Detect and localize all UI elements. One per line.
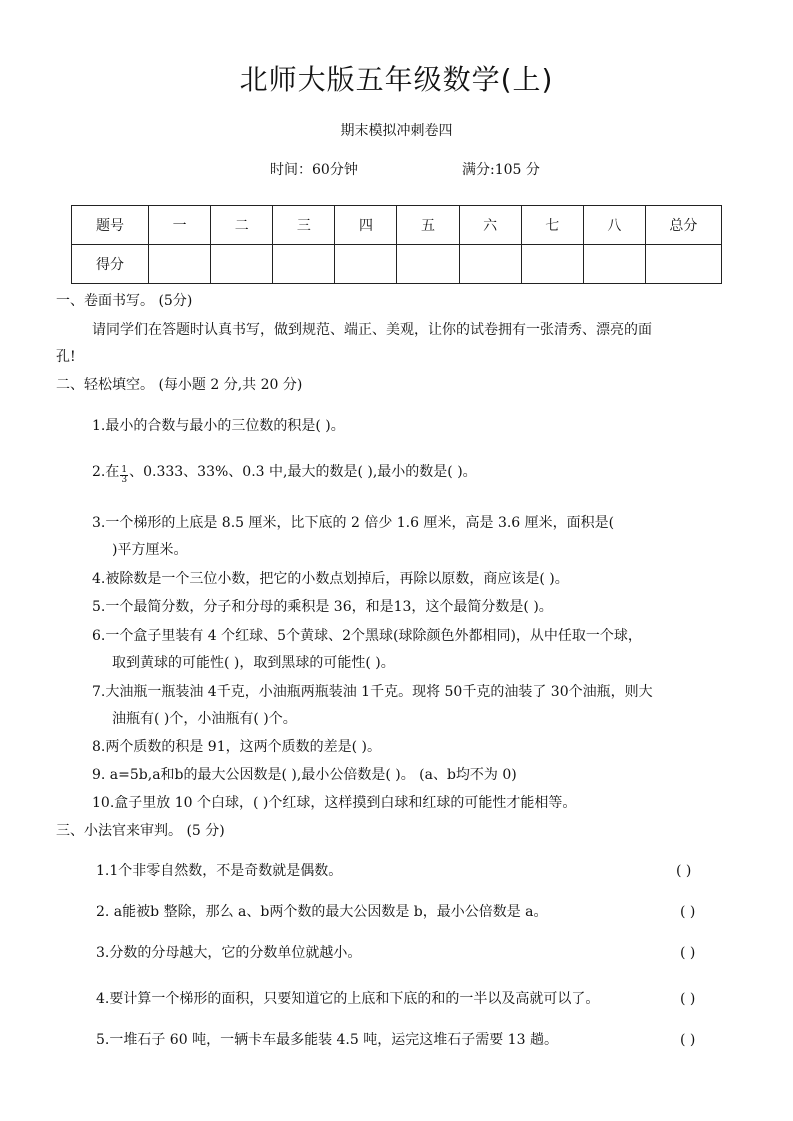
score-table	[71, 205, 722, 284]
section3-heading: 三、小法官来审判。 (5 分)	[56, 823, 225, 839]
question-2-3-line1: 3.一个梯形的上底是 8.5 厘米，比下底的 2 倍少 1.6 厘米，高是 3.6 厘米，面积是(	[92, 515, 615, 531]
question-2-2-suffix: 、0.333、33%、0.3 中,最大的数是( ),最小的数是( )。	[129, 464, 477, 480]
question-2-4: 4.被除数是一个三位小数，把它的小数点划掉后，再除以原数，商应该是( )。	[92, 571, 569, 587]
score-cell-header: 八	[583, 206, 645, 245]
fraction-numerator: 1	[121, 465, 128, 475]
score-input-cell[interactable]	[149, 245, 211, 284]
question-2-2-prefix: 2.在	[92, 464, 120, 480]
section1-body-line1: 请同学们在答题时认真书写，做到规范、端正、美观，让你的试卷拥有一张清秀、漂亮的面	[92, 322, 652, 338]
question-2-6-line1: 6.一个盒子里装有 4 个红球、5个黄球、2个黑球(球除颜色外都相同)，从中任取一个球，	[92, 628, 642, 644]
score-cell-header: 四	[335, 206, 397, 245]
judge-answer-paren[interactable]: ( )	[680, 945, 696, 961]
score-cell-header: 题号	[72, 206, 149, 245]
judge-answer-paren[interactable]: ( )	[680, 991, 696, 1007]
score-input-cell[interactable]	[211, 245, 273, 284]
judge-item-5: 5.一堆石子 60 吨，一辆卡车最多能装 4.5 吨，运完这堆石子需要 13 趟。	[96, 1032, 558, 1048]
score-table-header-row	[72, 206, 722, 245]
section1-heading: 一、卷面书写。 (5分)	[56, 293, 193, 309]
question-2-1: 1.最小的合数与最小的三位数的积是( )。	[92, 418, 345, 434]
judge-answer-paren[interactable]: ( )	[680, 904, 696, 920]
judge-answer-paren[interactable]: ( )	[680, 1032, 696, 1048]
judge-item-3: 3.分数的分母越大，它的分数单位就越小。	[96, 945, 362, 961]
question-2-9: 9. a=5b,a和b的最大公因数是( ),最小公倍数是( )。 (a、b均不为 0)	[92, 767, 517, 783]
exam-time: 时间：60分钟	[270, 162, 358, 178]
score-cell-header: 一	[149, 206, 211, 245]
score-table-score-row	[72, 245, 722, 284]
score-input-cell[interactable]	[583, 245, 645, 284]
question-2-10: 10.盒子里放 10 个白球，( )个红球，这样摸到白球和红球的可能性才能相等。	[92, 795, 577, 811]
fraction-denominator: 3	[121, 475, 128, 485]
judge-answer-paren[interactable]: ( )	[676, 863, 692, 879]
score-input-cell[interactable]	[335, 245, 397, 284]
score-cell-header: 五	[397, 206, 459, 245]
section2-heading: 二、轻松填空。 (每小题 2 分,共 20 分)	[56, 377, 303, 393]
question-2-7-line2: 油瓶有( )个，小油瓶有( )个。	[112, 711, 297, 727]
judge-item-4: 4.要计算一个梯形的面积，只要知道它的上底和下底的和的一半以及高就可以了。	[96, 991, 600, 1007]
score-row-label: 得分	[72, 245, 149, 284]
score-input-cell[interactable]	[645, 245, 721, 284]
question-2-6-line2: 取到黄球的可能性( )，取到黑球的可能性( )。	[112, 655, 395, 671]
question-2-8: 8.两个质数的积是 91，这两个质数的差是( )。	[92, 739, 381, 755]
score-input-cell[interactable]	[459, 245, 521, 284]
section1-body-line2: 孔!	[56, 349, 76, 365]
page-title: 北师大版五年级数学(上)	[239, 63, 554, 96]
score-cell-header: 二	[211, 206, 273, 245]
judge-item-1: 1.1个非零自然数，不是奇数就是偶数。	[96, 863, 343, 879]
question-2-5: 5.一个最简分数，分子和分母的乘积是 36，和是13，这个最简分数是( )。	[92, 599, 553, 615]
question-2-2	[92, 462, 477, 485]
score-input-cell[interactable]	[273, 245, 335, 284]
exam-subtitle: 期末模拟冲刺卷四	[340, 123, 453, 139]
score-cell-header: 六	[459, 206, 521, 245]
score-cell-header: 总分	[645, 206, 721, 245]
score-cell-header: 三	[273, 206, 335, 245]
fraction-one-third	[120, 466, 128, 485]
score-input-cell[interactable]	[521, 245, 583, 284]
question-2-3-line2: )平方厘米。	[112, 542, 188, 558]
judge-item-2: 2. a能被b 整除，那么 a、b两个数的最大公因数是 b，最小公倍数是 a。	[96, 904, 548, 920]
score-cell-header: 七	[521, 206, 583, 245]
question-2-7-line1: 7.大油瓶一瓶装油 4千克，小油瓶两瓶装油 1千克。现将 50千克的油装了 30个油瓶，则大	[92, 684, 653, 700]
exam-full-score: 满分:105 分	[462, 162, 540, 178]
score-input-cell[interactable]	[397, 245, 459, 284]
